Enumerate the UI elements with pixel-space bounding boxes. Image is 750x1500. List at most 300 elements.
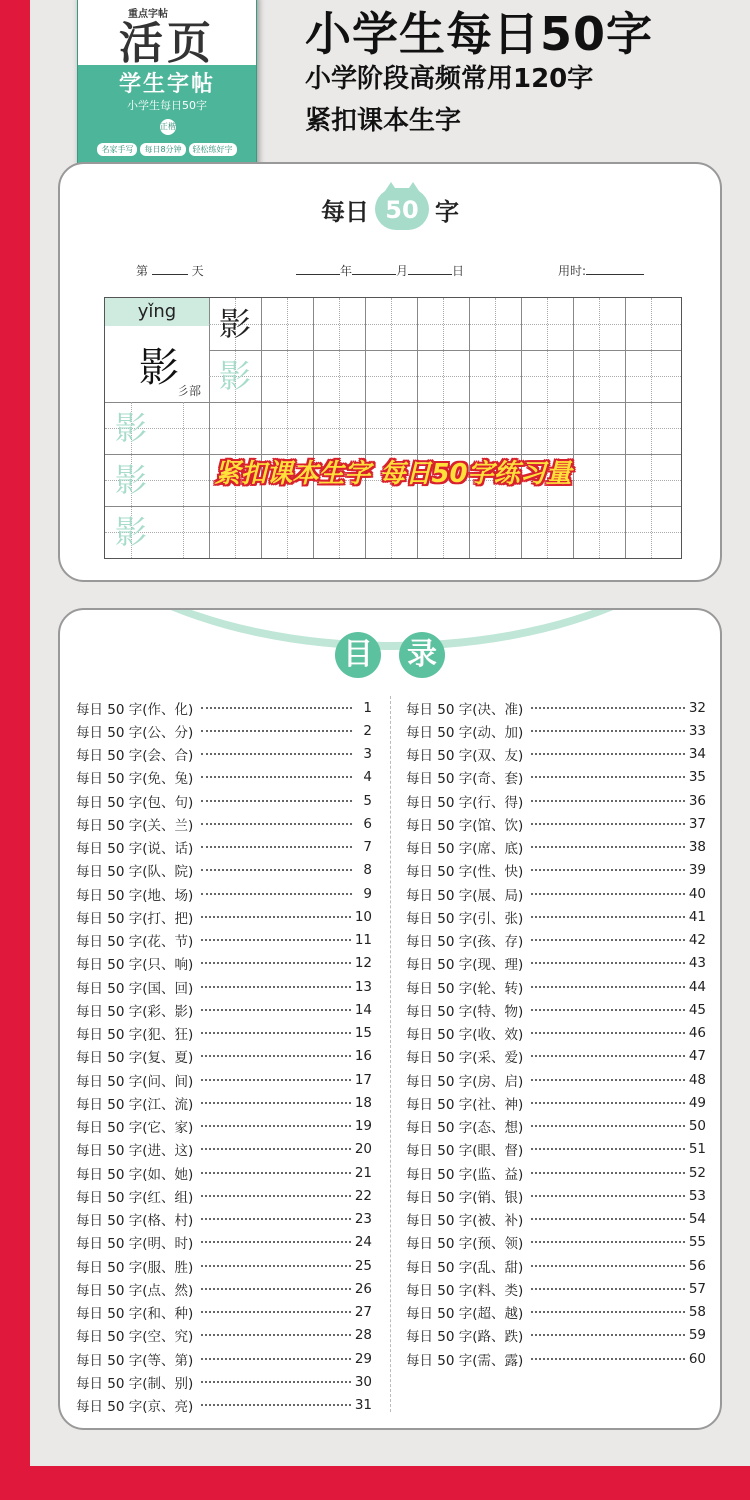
toc-page-number: 39 bbox=[688, 862, 706, 879]
toc-leader-dots bbox=[531, 776, 685, 778]
toc-entry-label bbox=[76, 698, 193, 718]
toc-leader-dots bbox=[201, 1311, 351, 1313]
toc-page-number: 9 bbox=[363, 885, 372, 902]
toc-entry-label bbox=[76, 1046, 193, 1066]
toc-entry-chars: (制、别) bbox=[142, 1375, 194, 1392]
toc-page-number: 22 bbox=[354, 1187, 372, 1204]
toc-leader-dots bbox=[531, 1125, 685, 1127]
toc-entry-prefix: 每日 50 字 bbox=[76, 887, 143, 904]
toc-entry-chars: (动、加) bbox=[472, 724, 524, 741]
toc-leader-dots bbox=[531, 730, 685, 732]
toc-entry[interactable] bbox=[76, 1208, 372, 1231]
page-subtitle-2: 紧扣课本生字 bbox=[305, 106, 462, 136]
toc-leader-dots bbox=[531, 1102, 685, 1104]
toc-leader-dots bbox=[531, 707, 685, 709]
toc-page-number: 5 bbox=[363, 792, 372, 809]
toc-entry-chars: (态、想) bbox=[472, 1120, 524, 1137]
toc-entry[interactable] bbox=[76, 882, 372, 905]
toc-entry[interactable] bbox=[406, 696, 706, 719]
toc-entry[interactable] bbox=[406, 1347, 706, 1370]
toc-leader-dots bbox=[531, 753, 685, 755]
toc-entry-prefix: 每日 50 字 bbox=[406, 957, 473, 974]
toc-page-number: 56 bbox=[688, 1257, 706, 1274]
toc-entry-label bbox=[76, 1302, 193, 1322]
toc-page-number: 19 bbox=[354, 1118, 372, 1135]
toc-entry[interactable] bbox=[406, 1091, 706, 1114]
toc-entry[interactable] bbox=[76, 766, 372, 789]
toc-entry-chars: (彩、影) bbox=[142, 1003, 194, 1020]
toc-entry-prefix: 每日 50 字 bbox=[76, 724, 143, 741]
toc-page-number: 55 bbox=[688, 1234, 706, 1251]
toc-entry[interactable] bbox=[76, 859, 372, 882]
toc-entry[interactable] bbox=[76, 1115, 372, 1138]
toc-entry-chars: (打、把) bbox=[142, 910, 194, 927]
toc-entry-prefix: 每日 50 字 bbox=[76, 817, 143, 834]
toc-entry-label bbox=[406, 698, 523, 718]
toc-entry-chars: (公、分) bbox=[142, 724, 194, 741]
toc-entry-chars: (现、理) bbox=[472, 957, 524, 974]
toc-leader-dots bbox=[531, 1148, 685, 1150]
toc-leader-dots bbox=[201, 1288, 351, 1290]
toc-page-number: 44 bbox=[688, 978, 706, 995]
toc-entry-label bbox=[406, 1163, 523, 1183]
toc-page-number: 42 bbox=[688, 932, 706, 949]
toc-entry-prefix: 每日 50 字 bbox=[406, 771, 473, 788]
toc-page-number: 43 bbox=[688, 955, 706, 972]
toc-leader-dots bbox=[201, 776, 352, 778]
toc-entry-label bbox=[76, 791, 193, 811]
toc-leader-dots bbox=[201, 1195, 351, 1197]
toc-entry-prefix: 每日 50 字 bbox=[76, 1213, 143, 1230]
toc-page-number: 18 bbox=[354, 1094, 372, 1111]
toc-entry-prefix: 每日 50 字 bbox=[406, 1120, 473, 1137]
toc-entry-chars: (关、兰) bbox=[142, 817, 194, 834]
toc-entry[interactable] bbox=[406, 719, 706, 742]
toc-entry[interactable] bbox=[76, 998, 372, 1021]
toc-leader-dots bbox=[531, 916, 685, 918]
toc-entry-label bbox=[76, 1395, 193, 1415]
toc-entry-prefix: 每日 50 字 bbox=[406, 794, 473, 811]
toc-entry[interactable] bbox=[406, 1277, 706, 1300]
toc-entry-label bbox=[406, 884, 523, 904]
toc-entry-chars: (料、类) bbox=[472, 1282, 524, 1299]
toc-entry-prefix: 每日 50 字 bbox=[76, 1050, 143, 1067]
toc-page-number: 29 bbox=[354, 1350, 372, 1367]
toc-leader-dots bbox=[531, 986, 685, 988]
toc-entry-label bbox=[406, 907, 523, 927]
toc-entry[interactable] bbox=[406, 743, 706, 766]
toc-leader-dots bbox=[201, 707, 352, 709]
toc-entry[interactable] bbox=[406, 1324, 706, 1347]
toc-entry[interactable] bbox=[76, 836, 372, 859]
toc-entry-label bbox=[406, 930, 523, 950]
toc-entry-chars: (犯、狂) bbox=[142, 1027, 194, 1044]
toc-entry-prefix: 每日 50 字 bbox=[76, 1329, 143, 1346]
toc-leader-dots bbox=[201, 846, 352, 848]
toc-entry-prefix: 每日 50 字 bbox=[76, 841, 143, 858]
toc-page-number: 38 bbox=[688, 839, 706, 856]
toc-entry-chars: (只、响) bbox=[142, 957, 194, 974]
cat-badge-icon: 50 bbox=[375, 188, 429, 230]
toc-entry[interactable] bbox=[76, 1370, 372, 1393]
toc-entry-prefix: 每日 50 字 bbox=[406, 864, 473, 881]
toc-entry-prefix: 每日 50 字 bbox=[406, 1143, 473, 1160]
toc-entry-label bbox=[406, 1186, 523, 1206]
trace-character: 影 bbox=[114, 409, 147, 447]
toc-entry[interactable] bbox=[406, 1254, 706, 1277]
toc-leader-dots bbox=[201, 1079, 351, 1081]
toc-entry-chars: (双、友) bbox=[472, 748, 524, 765]
toc-leader-dots bbox=[531, 962, 685, 964]
toc-entry[interactable] bbox=[76, 1394, 372, 1417]
toc-entry-label bbox=[76, 884, 193, 904]
toc-entry-prefix: 每日 50 字 bbox=[406, 1236, 473, 1253]
book-brand: 重点字帖 bbox=[128, 9, 168, 20]
toc-leader-dots bbox=[531, 823, 685, 825]
toc-page-number: 11 bbox=[354, 932, 372, 949]
toc-leader-dots bbox=[201, 1218, 351, 1220]
toc-entry[interactable] bbox=[406, 1184, 706, 1207]
toc-page-number: 37 bbox=[688, 815, 706, 832]
toc-entry[interactable] bbox=[76, 1045, 372, 1068]
toc-entry[interactable] bbox=[76, 1324, 372, 1347]
toc-entry-chars: (格、村) bbox=[142, 1213, 194, 1230]
toc-entry[interactable] bbox=[76, 812, 372, 835]
toc-leader-dots bbox=[531, 893, 685, 895]
toc-page-number: 17 bbox=[354, 1071, 372, 1088]
toc-leader-dots bbox=[201, 730, 352, 732]
toc-entry[interactable] bbox=[76, 952, 372, 975]
toc-entry[interactable] bbox=[406, 1161, 706, 1184]
toc-entry-prefix: 每日 50 字 bbox=[76, 1143, 143, 1160]
toc-entry-chars: (问、间) bbox=[142, 1073, 194, 1090]
toc-entry-label bbox=[76, 1325, 193, 1345]
toc-entry-prefix: 每日 50 字 bbox=[406, 980, 473, 997]
toc-leader-dots bbox=[201, 893, 352, 895]
toc-page-number: 30 bbox=[354, 1373, 372, 1390]
toc-entry-chars: (作、化) bbox=[142, 701, 194, 718]
toc-entry-label bbox=[76, 1279, 193, 1299]
toc-entry[interactable] bbox=[406, 812, 706, 835]
toc-page-number: 7 bbox=[363, 839, 372, 856]
toc-entry-label bbox=[406, 1093, 523, 1113]
toc-entry-chars: (行、得) bbox=[472, 794, 524, 811]
toc-entry-prefix: 每日 50 字 bbox=[406, 841, 473, 858]
toc-leader-dots bbox=[531, 1334, 685, 1336]
toc-page-number: 52 bbox=[688, 1164, 706, 1181]
toc-entry[interactable] bbox=[76, 1091, 372, 1114]
toc-entry-label bbox=[406, 1000, 523, 1020]
toc-entry-prefix: 每日 50 字 bbox=[406, 1003, 473, 1020]
toc-entry-label bbox=[406, 860, 523, 880]
toc-entry[interactable] bbox=[406, 859, 706, 882]
toc-entry[interactable] bbox=[76, 1022, 372, 1045]
toc-entry-chars: (京、亮) bbox=[142, 1399, 194, 1416]
trace-character: 影 bbox=[114, 513, 147, 551]
toc-page-number: 4 bbox=[363, 769, 372, 786]
toc-leader-dots bbox=[531, 1311, 685, 1313]
toc-entry-prefix: 每日 50 字 bbox=[406, 1096, 473, 1113]
toc-leader-dots bbox=[201, 1009, 351, 1011]
toc-entry-label bbox=[406, 767, 523, 787]
toc-entry-chars: (点、然) bbox=[142, 1282, 194, 1299]
toc-entry-chars: (展、局) bbox=[472, 887, 524, 904]
book-cover-image bbox=[77, 0, 257, 179]
toc-entry[interactable] bbox=[406, 1231, 706, 1254]
toc-entry-chars: (眼、督) bbox=[472, 1143, 524, 1160]
book-sub-title-2: 小学生每日50字 bbox=[127, 99, 207, 112]
toc-page-number: 50 bbox=[688, 1118, 706, 1135]
toc-entry[interactable] bbox=[76, 1138, 372, 1161]
toc-entry[interactable] bbox=[76, 719, 372, 742]
toc-entry-chars: (如、她) bbox=[142, 1166, 194, 1183]
toc-entry-chars: (采、爱) bbox=[472, 1050, 524, 1067]
page-title: 小学生每日50字 bbox=[305, 7, 654, 61]
toc-entry-chars: (复、夏) bbox=[142, 1050, 194, 1067]
toc-page-number: 31 bbox=[354, 1397, 372, 1414]
toc-entry-chars: (进、这) bbox=[142, 1143, 194, 1160]
toc-leader-dots bbox=[201, 1381, 351, 1383]
toc-leader-dots bbox=[201, 1241, 351, 1243]
red-side-band bbox=[0, 0, 30, 1500]
toc-entry-prefix: 每日 50 字 bbox=[406, 910, 473, 927]
toc-entry-label bbox=[406, 1256, 523, 1276]
toc-entry-prefix: 每日 50 字 bbox=[76, 1120, 143, 1137]
toc-leader-dots bbox=[201, 939, 351, 941]
toc-entry-prefix: 每日 50 字 bbox=[406, 934, 473, 951]
toc-entry-chars: (孩、存) bbox=[472, 934, 524, 951]
toc-entry-label bbox=[76, 907, 193, 927]
toc-leader-dots bbox=[531, 1172, 685, 1174]
toc-leader-dots bbox=[531, 1288, 685, 1290]
toc-entry[interactable] bbox=[406, 1115, 706, 1138]
toc-entry[interactable] bbox=[406, 1301, 706, 1324]
toc-entry[interactable] bbox=[76, 975, 372, 998]
toc-entry[interactable] bbox=[406, 1068, 706, 1091]
toc-entry[interactable] bbox=[406, 952, 706, 975]
toc-entry[interactable] bbox=[406, 882, 706, 905]
toc-entry[interactable] bbox=[76, 929, 372, 952]
toc-entry[interactable] bbox=[76, 1068, 372, 1091]
toc-page-number: 24 bbox=[354, 1234, 372, 1251]
table-of-contents-card bbox=[58, 608, 722, 1430]
toc-entry-chars: (花、节) bbox=[142, 934, 194, 951]
toc-leader-dots bbox=[531, 1055, 685, 1057]
toc-entry[interactable] bbox=[406, 1045, 706, 1068]
toc-entry-prefix: 每日 50 字 bbox=[406, 817, 473, 834]
toc-page-number: 34 bbox=[688, 746, 706, 763]
toc-leader-dots bbox=[201, 753, 352, 755]
toc-page-number: 59 bbox=[688, 1327, 706, 1344]
toc-leader-dots bbox=[201, 962, 351, 964]
toc-entry-prefix: 每日 50 字 bbox=[406, 724, 473, 741]
toc-entry-chars: (超、越) bbox=[472, 1306, 524, 1323]
toc-entry-chars: (它、家) bbox=[142, 1120, 194, 1137]
toc-entry-prefix: 每日 50 字 bbox=[406, 887, 473, 904]
toc-entry-prefix: 每日 50 字 bbox=[406, 1073, 473, 1090]
toc-page-number: 47 bbox=[688, 1048, 706, 1065]
toc-page-number: 3 bbox=[363, 746, 372, 763]
toc-entry-chars: (房、启) bbox=[472, 1073, 524, 1090]
toc-entry-chars: (江、流) bbox=[142, 1096, 194, 1113]
book-big-title: 活页 bbox=[119, 18, 215, 69]
toc-page-number: 6 bbox=[363, 815, 372, 832]
toc-entry[interactable] bbox=[76, 1347, 372, 1370]
toc-entry[interactable] bbox=[76, 1161, 372, 1184]
toc-page-number: 10 bbox=[354, 908, 372, 925]
toc-entry-label bbox=[406, 953, 523, 973]
toc-entry[interactable] bbox=[76, 1301, 372, 1324]
toc-page-number: 20 bbox=[354, 1141, 372, 1158]
toc-page-number: 49 bbox=[688, 1094, 706, 1111]
toc-entry-prefix: 每日 50 字 bbox=[406, 1050, 473, 1067]
toc-entry-chars: (乱、甜) bbox=[472, 1259, 524, 1276]
toc-entry-chars: (轮、转) bbox=[472, 980, 524, 997]
toc-entry-label bbox=[76, 767, 193, 787]
toc-entry-label bbox=[406, 1232, 523, 1252]
toc-leader-dots bbox=[201, 1334, 351, 1336]
toc-entry[interactable] bbox=[76, 905, 372, 928]
toc-entry[interactable] bbox=[406, 975, 706, 998]
toc-leader-dots bbox=[201, 986, 351, 988]
toc-entry-prefix: 每日 50 字 bbox=[76, 1096, 143, 1113]
toc-column-right bbox=[406, 696, 706, 1370]
toc-page-number: 13 bbox=[354, 978, 372, 995]
toc-leader-dots bbox=[531, 1032, 685, 1034]
page-subtitle-1: 小学阶段高频常用120字 bbox=[305, 64, 594, 94]
toc-entry[interactable] bbox=[76, 696, 372, 719]
toc-entry[interactable] bbox=[406, 905, 706, 928]
toc-entry[interactable] bbox=[76, 743, 372, 766]
toc-entry-chars: (明、时) bbox=[142, 1236, 194, 1253]
toc-entry[interactable] bbox=[406, 998, 706, 1021]
day-field: 第 天 bbox=[136, 264, 204, 278]
toc-entry-label bbox=[76, 1139, 193, 1159]
toc-entry[interactable] bbox=[406, 1022, 706, 1045]
toc-entry-chars: (决、准) bbox=[472, 701, 524, 718]
toc-page-number: 28 bbox=[354, 1327, 372, 1344]
toc-entry-label bbox=[76, 1000, 193, 1020]
toc-entry-chars: (空、究) bbox=[142, 1329, 194, 1346]
toc-entry-prefix: 每日 50 字 bbox=[76, 701, 143, 718]
practice-sheet-card bbox=[58, 162, 722, 582]
character-header-cell bbox=[105, 298, 209, 402]
toc-entry-prefix: 每日 50 字 bbox=[406, 1189, 473, 1206]
header bbox=[30, 0, 750, 160]
toc-entry-prefix: 每日 50 字 bbox=[76, 771, 143, 788]
toc-entry-prefix: 每日 50 字 bbox=[76, 1399, 143, 1416]
toc-page-number: 32 bbox=[688, 699, 706, 716]
toc-entry-prefix: 每日 50 字 bbox=[76, 934, 143, 951]
toc-page-number: 51 bbox=[688, 1141, 706, 1158]
slogan-banner: 紧扣课本生字 每日50字练习量 bbox=[214, 459, 572, 489]
toc-page-number: 8 bbox=[363, 862, 372, 879]
toc-leader-dots bbox=[201, 1172, 351, 1174]
toc-entry-prefix: 每日 50 字 bbox=[406, 1213, 473, 1230]
toc-entry[interactable] bbox=[406, 1208, 706, 1231]
main-character: 影 bbox=[139, 345, 179, 391]
toc-page-number: 15 bbox=[354, 1025, 372, 1042]
toc-entry[interactable] bbox=[76, 1254, 372, 1277]
toc-entry[interactable] bbox=[76, 1277, 372, 1300]
toc-entry-label bbox=[76, 1186, 193, 1206]
radical-label: 彡部 bbox=[177, 384, 202, 398]
toc-entry-prefix: 每日 50 字 bbox=[406, 1329, 473, 1346]
toc-leader-dots bbox=[201, 1125, 351, 1127]
toc-page-number: 45 bbox=[688, 1001, 706, 1018]
toc-entry-label bbox=[406, 1046, 523, 1066]
toc-entry-chars: (特、物) bbox=[472, 1003, 524, 1020]
pinyin: yǐng bbox=[105, 298, 209, 326]
toc-entry-label bbox=[76, 1023, 193, 1043]
toc-entry-prefix: 每日 50 字 bbox=[76, 910, 143, 927]
toc-entry[interactable] bbox=[76, 1184, 372, 1207]
toc-entry-chars: (免、兔) bbox=[142, 771, 194, 788]
toc-entry-label bbox=[76, 1209, 193, 1229]
toc-entry-label bbox=[406, 1116, 523, 1136]
book-pill: 名家手写 bbox=[97, 143, 137, 156]
toc-entry-chars: (地、场) bbox=[142, 887, 194, 904]
toc-page-number: 53 bbox=[688, 1187, 706, 1204]
toc-entry[interactable] bbox=[76, 789, 372, 812]
toc-entry-prefix: 每日 50 字 bbox=[406, 1166, 473, 1183]
toc-page-number: 12 bbox=[354, 955, 372, 972]
toc-entry-prefix: 每日 50 字 bbox=[76, 748, 143, 765]
writing-grid bbox=[104, 297, 682, 559]
toc-entry-prefix: 每日 50 字 bbox=[406, 1259, 473, 1276]
toc-leader-dots bbox=[201, 1358, 351, 1360]
toc-entry-label bbox=[406, 1209, 523, 1229]
toc-entry-chars: (服、胜) bbox=[142, 1259, 194, 1276]
book-sub-title: 学生字帖 bbox=[118, 72, 215, 97]
toc-entry-chars: (引、张) bbox=[472, 910, 524, 927]
toc-title bbox=[60, 632, 720, 678]
toc-page-number: 57 bbox=[688, 1280, 706, 1297]
toc-leader-dots bbox=[531, 869, 685, 871]
toc-leader-dots bbox=[201, 800, 352, 802]
toc-leader-dots bbox=[531, 1265, 685, 1267]
toc-entry[interactable] bbox=[406, 766, 706, 789]
toc-entry-prefix: 每日 50 字 bbox=[76, 1073, 143, 1090]
toc-entry[interactable] bbox=[406, 1138, 706, 1161]
red-bottom-band bbox=[0, 1466, 750, 1500]
toc-entry-label bbox=[76, 1232, 193, 1252]
toc-entry[interactable] bbox=[76, 1231, 372, 1254]
date-field: 年 月 日 bbox=[296, 262, 464, 279]
toc-entry-label bbox=[406, 1279, 523, 1299]
toc-page-number: 14 bbox=[354, 1001, 372, 1018]
toc-entry-prefix: 每日 50 字 bbox=[76, 794, 143, 811]
toc-entry-chars: (等、第) bbox=[142, 1352, 194, 1369]
toc-entry[interactable] bbox=[406, 789, 706, 812]
toc-entry[interactable] bbox=[406, 836, 706, 859]
toc-entry-label bbox=[406, 744, 523, 764]
toc-entry-chars: (监、益) bbox=[472, 1166, 524, 1183]
toc-page-number: 35 bbox=[688, 769, 706, 786]
toc-entry-label bbox=[406, 1023, 523, 1043]
toc-entry-chars: (奇、套) bbox=[472, 771, 524, 788]
toc-leader-dots bbox=[201, 869, 352, 871]
toc-leader-dots bbox=[531, 1009, 685, 1011]
toc-leader-dots bbox=[201, 1404, 351, 1406]
toc-entry-label bbox=[406, 814, 523, 834]
toc-leader-dots bbox=[201, 823, 352, 825]
toc-entry[interactable] bbox=[406, 929, 706, 952]
toc-entry-chars: (需、露) bbox=[472, 1352, 524, 1369]
toc-entry-chars: (国、回) bbox=[142, 980, 194, 997]
toc-leader-dots bbox=[201, 1032, 351, 1034]
toc-entry-prefix: 每日 50 字 bbox=[406, 701, 473, 718]
